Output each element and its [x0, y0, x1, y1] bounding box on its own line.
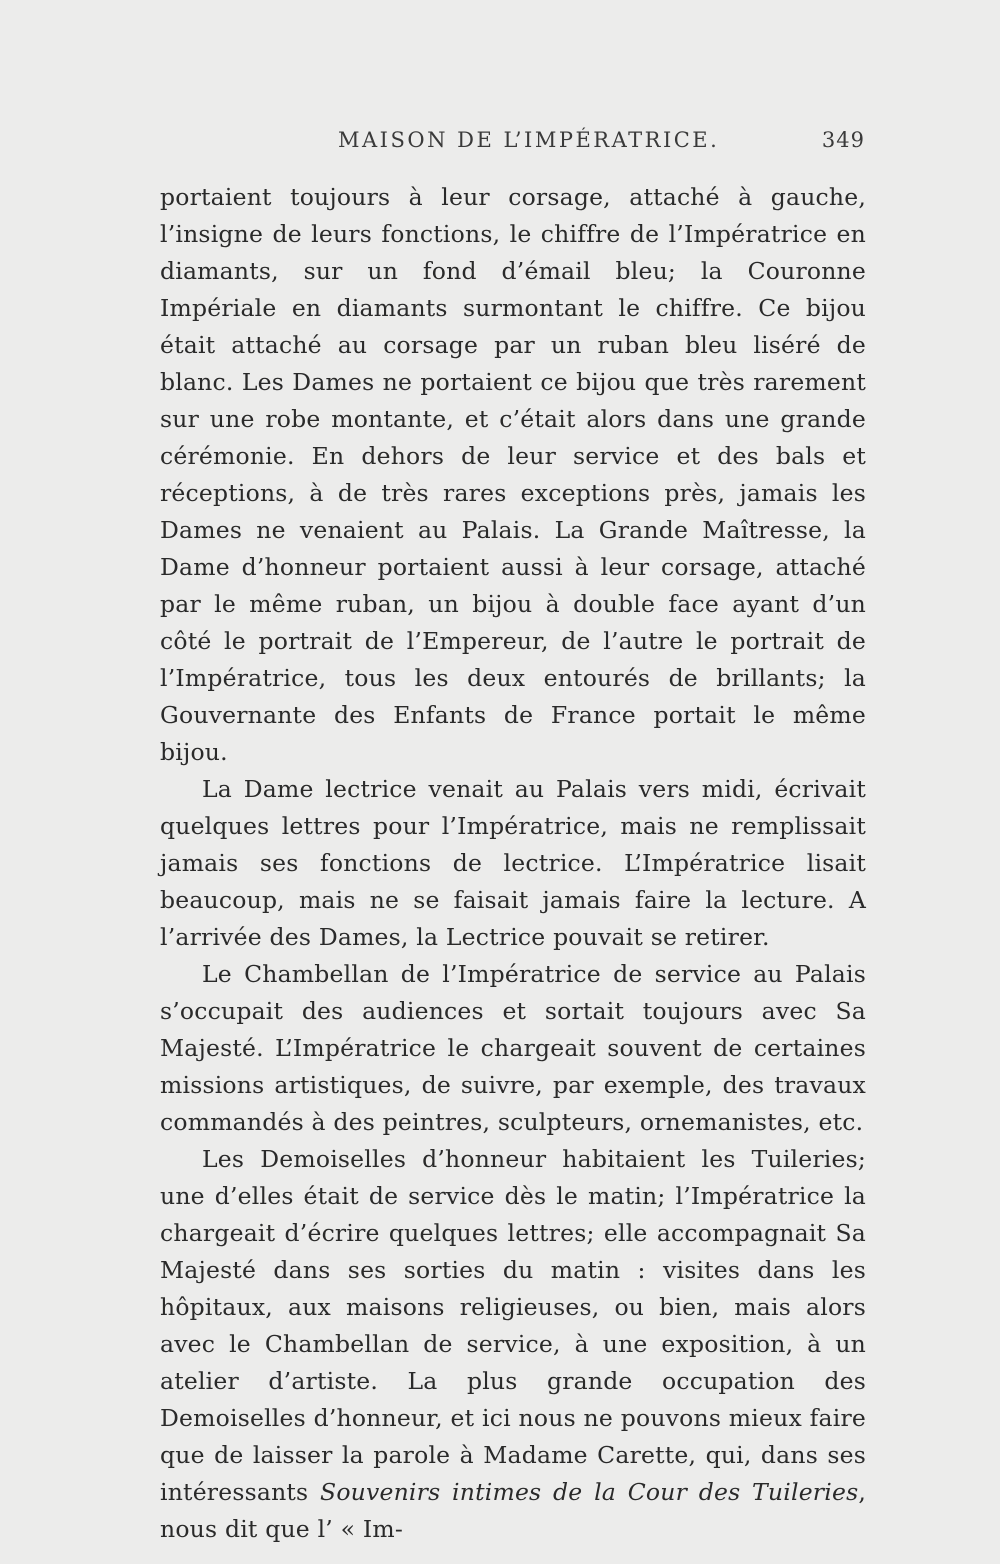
page-number: 349 — [821, 128, 865, 152]
body-text — [160, 179, 866, 1548]
paragraph-lectrice: La Dame lectrice venait au Palais vers midi, écrivait quelques lettres pour l’Impératrice, mais ne remplissait jamais ses fonctions de lectrice. L’Impératrice lisait beaucoup, mais ne se faisait jamais faire la lecture. A l’arrivée des Dames, la Lectrice pouvait se retirer. — [160, 775, 866, 951]
paragraph-demoiselles-text: Les Demoiselles d’honneur habitaient les Tuileries; une d’elles était de service dès le matin; l’Impératrice la chargeait d’écrire quelques lettres; elle accompagnait Sa Majesté dans ses sorties du matin : visites dans les hôpitaux, aux maisons religieuses, ou bien, mais alors avec le Chambellan de service, à une exposition, à un atelier d’artiste. La plus grande occupation des Demoiselles d’honneur, et ici nous ne pouvons mieux faire que de laisser la parole à Madame Carette, qui, dans ses intéressants — [160, 1145, 866, 1506]
paragraph-chambellan: Le Chambellan de l’Impératrice de service au Palais s’occupait des audiences et sortait toujours avec Sa Majesté. L’Impératrice le chargeait souvent de certaines missions artistiques, de suivre, par exemple, des travaux commandés à des peintres, sculpteurs, ornemanistes, etc. — [160, 960, 866, 1136]
paragraph-demoiselles-ending: , nous dit que l’ « Im- — [160, 1478, 866, 1543]
running-title: MAISON DE L’IMPÉRATRICE. — [338, 128, 720, 152]
paragraph-demoiselles — [160, 1141, 866, 1548]
running-header — [160, 128, 865, 158]
paragraph-continued: portaient toujours à leur corsage, attaché à gauche, l’insigne de leurs fonctions, le chiffre de l’Impératrice en diamants, sur un fond d’émail bleu; la Couronne Impériale en diamants surmontant le chiffre. Ce bijou était attaché au corsage par un ruban bleu liséré de blanc. Les Dames ne portaient ce bijou que très rarement sur une robe montante, et c’était alors dans une grande cérémonie. En dehors de leur service et des bals et réceptions, à de très rares exceptions près, jamais les Dames ne venaient au Palais. La Grande Maîtresse, la Dame d’honneur portaient aussi à leur corsage, attaché par le même ruban, un bijou à double face ayant d’un côté le portrait de l’Empereur, de l’autre le portrait de l’Impératrice, tous les deux entourés de brillants; la Gouvernante des Enfants de France portait le même bijou. — [160, 183, 866, 766]
book-title-italic: Souvenirs intimes de la Cour des Tuileries — [320, 1478, 859, 1506]
